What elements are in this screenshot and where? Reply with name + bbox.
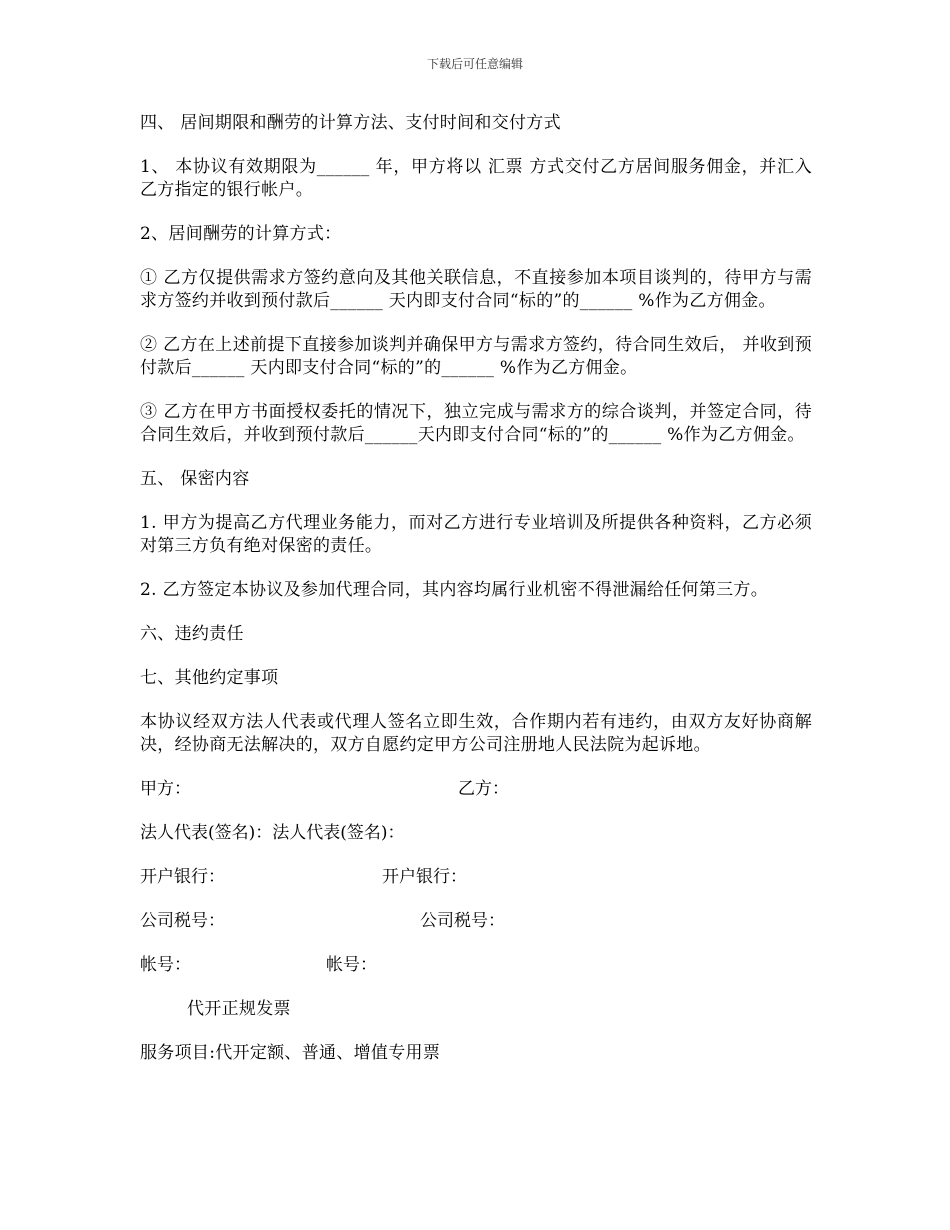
section-7-title: 七、其他约定事项 [140, 668, 279, 688]
section-5-paragraph-1: 1. 甲方为提高乙方代理业务能力，而对乙方进行专业培训及所提供各种资料，乙方必须对第三方负有绝对保密的责任。 [140, 513, 812, 556]
account-row [140, 954, 812, 977]
bank-a-label: 开户银行： [140, 867, 225, 887]
bank-b-label: 开户银行： [382, 867, 467, 887]
party-b-label: 乙方： [458, 779, 509, 799]
section-4-paragraph-1: 1、 本协议有效期限为______ 年，甲方将以 汇票 方式交付乙方居间服务佣金，并汇入乙方指定的银行帐户。 [140, 157, 812, 200]
legal-rep-label: 法人代表(签名)：法人代表(签名)： [140, 823, 405, 843]
bank-row [140, 866, 812, 889]
section-5-title: 五、 保密内容 [140, 469, 250, 489]
section-4-paragraph-3: ① 乙方仅提供需求方签约意向及其他关联信息，不直接参加本项目谈判的，待甲方与需求方签约并收到预付款后______ 天内即支付合同“标的”的______ %作为乙方佣金。 [140, 268, 812, 311]
service-items: 服务项目:代开定额、普通、增值专用票 [140, 1043, 441, 1063]
document-body [140, 112, 812, 1086]
signature-parties-row [140, 778, 812, 801]
section-6-title: 六、违约责任 [140, 624, 244, 644]
section-4-paragraph-5: ③ 乙方在甲方书面授权委托的情况下，独立完成与需求方的综合谈判，并签定合同，待合同生效后，并收到预付款后______天内即支付合同“标的”的______ %作为乙方佣金。 [140, 402, 812, 445]
section-4-paragraph-2: 2、居间酬劳的计算方式： [140, 224, 342, 244]
page-header: 下载后可任意编辑 [426, 57, 523, 71]
account-b-label: 帐号： [326, 955, 377, 975]
section-7-paragraph-1: 本协议经双方法人代表或代理人签名立即生效，合作期内若有违约，由双方友好协商解决，经协商无法解决的，双方自愿约定甲方公司注册地人民法院为起诉地。 [140, 712, 812, 755]
invoice-title: 代开正规发票 [187, 999, 291, 1019]
section-4-title: 四、 居间期限和酬劳的计算方法、支付时间和交付方式 [140, 113, 561, 133]
section-4-paragraph-4: ② 乙方在上述前提下直接参加谈判并确保甲方与需求方签约，待合同生效后， 并收到预付款后______ 天内即支付合同“标的”的______ %作为乙方佣金。 [140, 335, 812, 378]
tax-row [140, 910, 812, 933]
tax-b-label: 公司税号： [420, 911, 505, 931]
account-a-label: 帐号： [140, 955, 191, 975]
legal-rep-row [140, 822, 812, 845]
section-5-paragraph-2: 2. 乙方签定本协议及参加代理合同，其内容均属行业机密不得泄漏给任何第三方。 [140, 580, 769, 600]
tax-a-label: 公司税号： [140, 911, 225, 931]
party-a-label: 甲方： [140, 779, 191, 799]
